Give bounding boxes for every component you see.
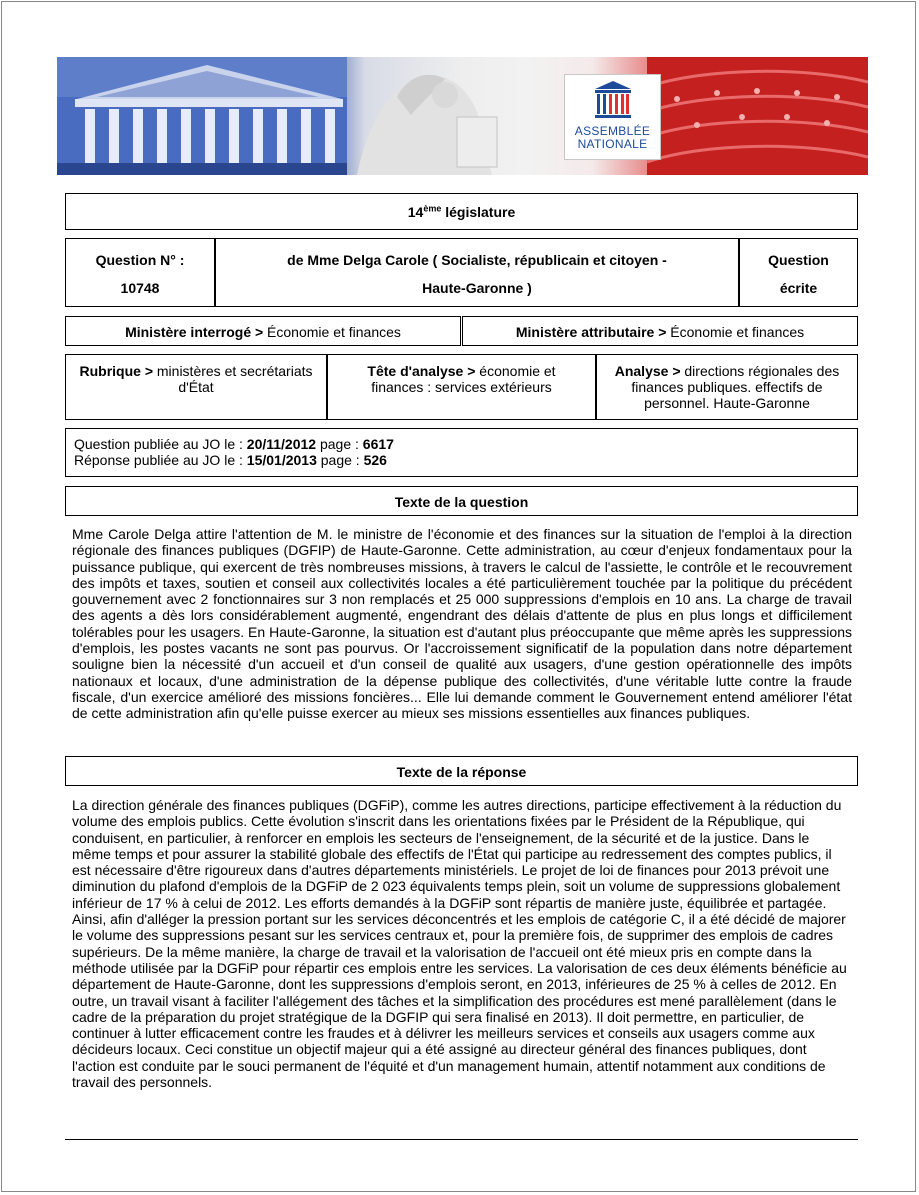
question-author-line1: de Mme Delga Carole ( Socialiste, républicain et citoyen -	[287, 252, 667, 268]
reponse-page-label: page :	[320, 452, 360, 468]
question-text-body: Mme Carole Delga attire l'attention de M. le ministre de l'économie et des finances sur la situation de l'emploi à la direction régionale des finances publiques (DGFIP) de Haute-Garonne. Cette administration, au cœur d'enjeux fondamentaux pour la puissance publique, qui exercent de très nombreuses missions, à travers le calcul de l'assiette, le contrôle et le recouvrement des impôts et taxes, soutien et conseil aux collectivités locales a été particulièrement touchée par la politique du précédent gouvernement avec 2 fonctionnaires sur 3 non remplacés et 25 000 suppressions d'emplois en 10 ans. La charge de travail des agents a dès lors considérablement augmenté, engendrant des délais d'attente de plus en plus longs et difficilement tolérables pour les usagers. En Haute-Garonne, la situation est d'autant plus préoccupante que même après les suppressions d'emplois, les postes vacants ne sont pas pourvus. Or l'accroissement significatif de la population dans notre département souligne bien la nécessité d'un accueil et d'un conseil de qualité aux usagers, d'une gestion opérationnelle des impôts nationaux et locaux, d'une administration de la dépense publique des collectivités, d'une véritable lutte contre la fraude fiscale, d'un exercice amélioré des missions foncières... Elle lui demande comment le Gouvernement entend améliorer l'état de cette administration afin qu'elle puisse exercer au mieux ses missions essentielles aux finances publiques.	[72, 526, 852, 722]
hemicycle-image	[647, 57, 868, 175]
analyse-value: directions régionales des finances publiques. effectifs de personnel. Haute-Garonne	[631, 363, 840, 411]
question-page-label: page :	[319, 436, 359, 452]
analyse-box	[596, 354, 858, 420]
question-author-line2: Haute-Garonne )	[422, 280, 532, 296]
rubrique-value: ministères et secrétariats d'État	[153, 363, 313, 395]
response-text-body: La direction générale des finances publiques (DGFiP), comme les autres directions, participe effectivement à la réduction du volume des emplois publics. Cette évolution s'inscrit dans les orientations fixées par le Président de la République, qui conduisent, en particulier, à renforcer en emplois les secteurs de l'enseignement, de la sécurité et de la justice. Dans le même temps et pour assurer la stabilité globale des effectifs de l'État qui participe au redressement des comptes publics, il est nécessaire d'être rigoureux dans d'autres départements ministériels. Le projet de loi de finances pour 2013 prévoit une diminution du plafond d'emplois de la DGFiP de 2 023 équivalents temps plein, soit un volume de suppressions globalement inférieur de 17 % à celui de 2012. Les efforts demandés à la DGFiP sont répartis de manière juste, équilibrée et partagée. Ainsi, afin d'alléger la pression portant sur les services déconcentrés et les emplois de catégorie C, il a été décidé de majorer le volume des suppressions pesant sur les services centraux et, pour la première fois, de supprimer des emplois de cadres supérieurs. De la même manière, la charge de travail et la valorisation de l'accueil ont été mieux pris en compte dans la méthode utilisée par la DGFiP pour répartir ces emplois entre les services. La valorisation de ces deux éléments bénéficie au département de Haute-Garonne, dont les suppressions d'emplois seront, en 2013, inférieures de 25 % à celles de 2012. En outre, un travail visant à faciliter l'allégement des tâches et la simplification des procédures est mené parallèlement (dans le cadre de la préparation du projet stratégique de la DGFIP qui sera finalisé en 2013). Il doit permettre, en particulier, de continuer à lutter efficacement contre les fraudes et à délivrer les meilleurs services et conseils aux usagers comme aux décideurs locaux. Ceci constitue un objectif majeur qui a été assigné au directeur général des finances publiques, dont l'action est conduite par le souci permanent de l'équité et d'un management humain, attentif notamment aux conditions de travail des personnels.	[72, 797, 847, 1091]
question-publication-line	[74, 436, 857, 452]
response-text-heading-label: Texte de la réponse	[396, 764, 527, 780]
tete-analyse-value: économie et finances : services extérieurs	[371, 363, 556, 395]
rubrique-label: Rubrique >	[79, 363, 153, 379]
question-text-heading-label: Texte de la question	[394, 494, 529, 510]
reponse-page: 526	[363, 452, 387, 468]
ministere-interroge-value: Économie et finances	[263, 324, 401, 340]
question-author-box	[215, 238, 739, 307]
hemicycle-logo-icon	[565, 75, 660, 123]
question-type-box	[739, 238, 858, 307]
question-text-heading	[65, 486, 858, 516]
question-number: 10748	[120, 280, 160, 296]
question-publication-prefix: Question publiée au JO le :	[74, 436, 243, 452]
ministere-attributaire-value: Économie et finances	[666, 324, 805, 340]
question-number-box	[65, 238, 215, 307]
question-number-label: Question N° :	[95, 252, 185, 268]
bottom-rule	[65, 1139, 858, 1140]
legislature-box	[65, 193, 858, 230]
ministere-interroge-label: Ministère interrogé >	[125, 324, 264, 340]
response-text-heading	[65, 756, 858, 786]
question-type-line2: écrite	[779, 280, 818, 296]
legislature-number: 14	[407, 204, 424, 220]
assemblee-banner	[57, 57, 868, 175]
assemblee-nationale-logo	[564, 74, 661, 160]
question-type-line1: Question	[768, 252, 829, 268]
question-publication-date: 20/11/2012	[246, 436, 317, 452]
ministere-attributaire-label: Ministère attributaire >	[515, 324, 667, 340]
logo-line-2: NATIONALE	[577, 137, 648, 151]
reponse-publication-prefix: Réponse publiée au JO le :	[74, 452, 243, 468]
tete-analyse-box	[327, 354, 596, 420]
statue-image	[327, 57, 517, 175]
palais-bourbon-image	[57, 57, 347, 175]
ministere-attributaire-box	[462, 316, 858, 346]
publication-box	[65, 428, 858, 477]
question-page: 6617	[362, 436, 394, 452]
reponse-publication-date: 15/01/2013	[246, 452, 317, 468]
tete-analyse-label: Tête d'analyse >	[367, 363, 476, 379]
legislature-suffix: ème	[423, 203, 442, 214]
logo-line-1: ASSEMBLÉE	[574, 124, 651, 138]
ministere-interroge-box	[65, 316, 461, 346]
reponse-publication-line	[74, 452, 857, 468]
analyse-label: Analyse >	[614, 363, 681, 379]
rubrique-box	[65, 354, 327, 420]
legislature-label: législature	[445, 204, 516, 220]
